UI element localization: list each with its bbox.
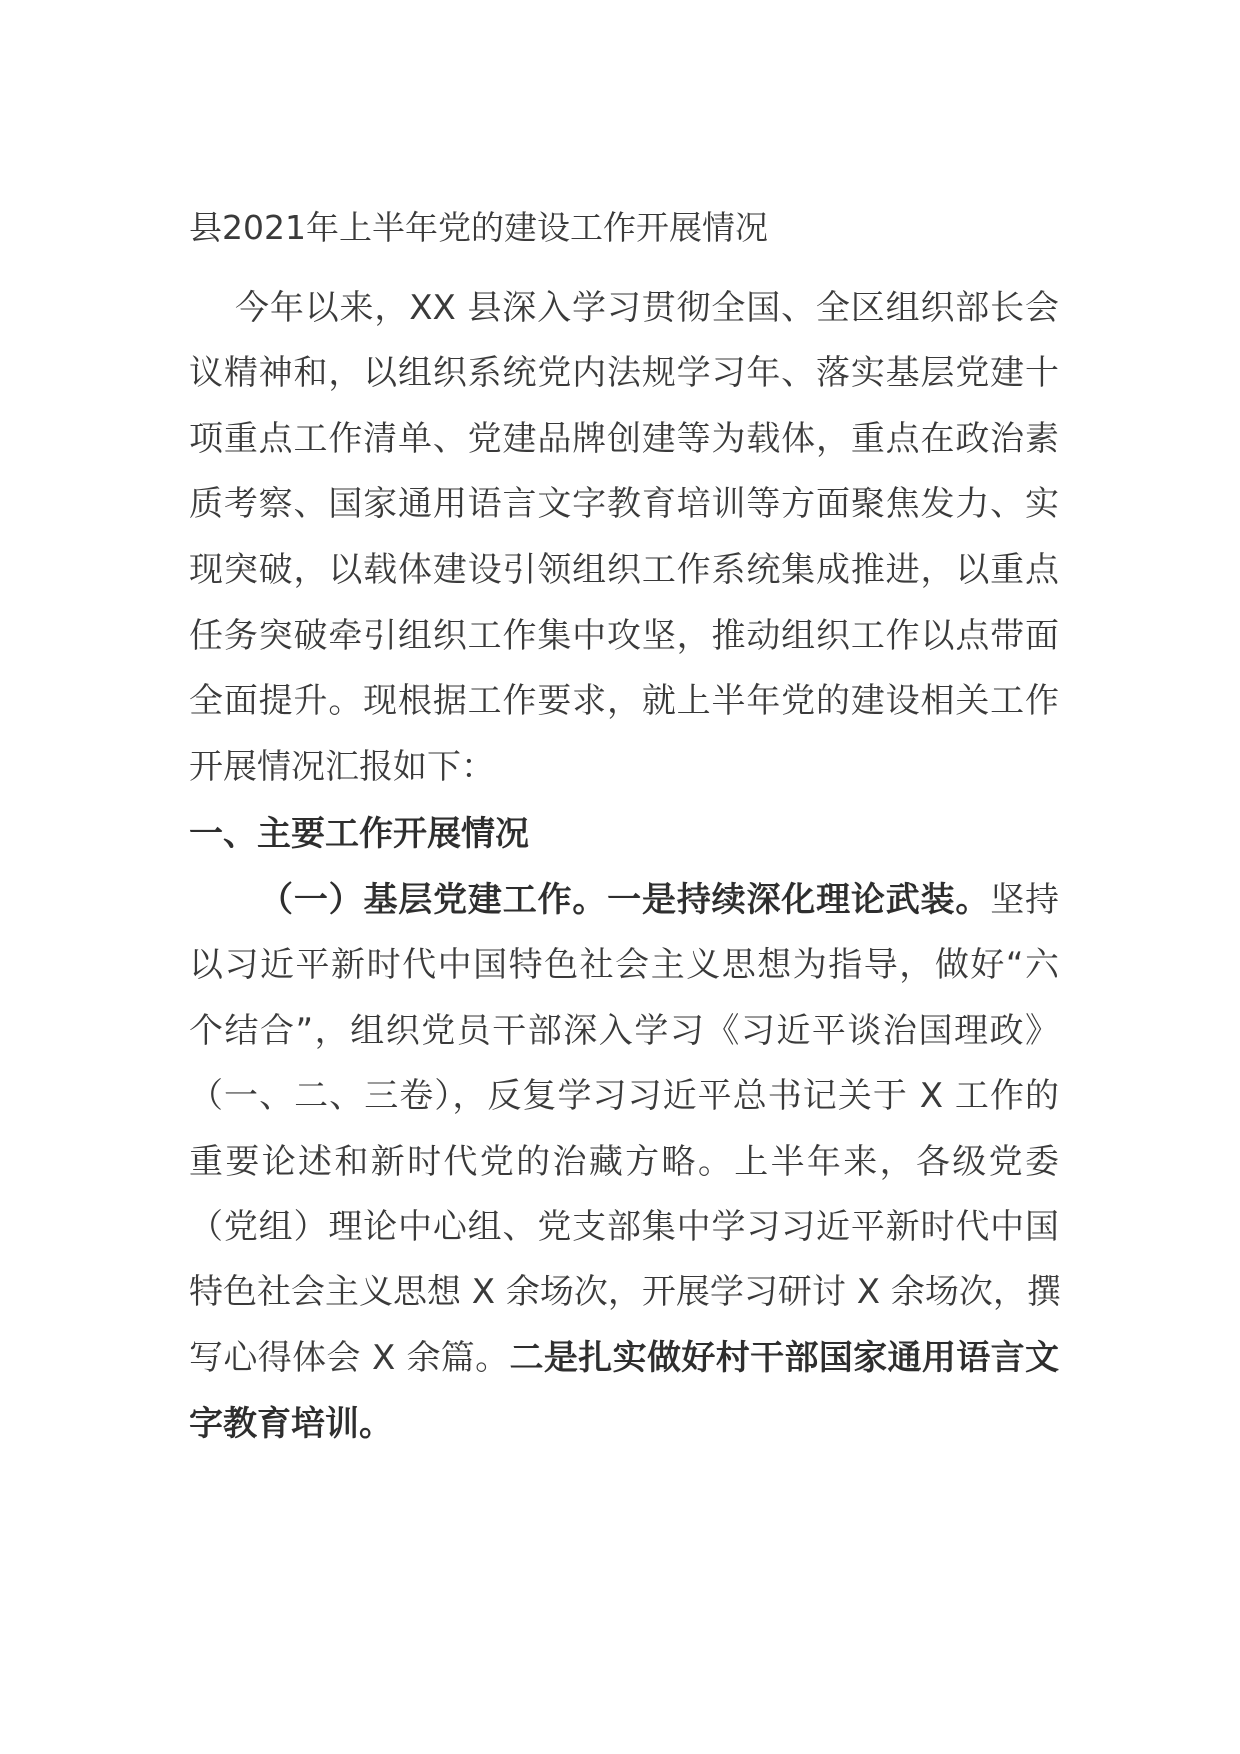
bold-text-run: 二是扎实做好村干部国家通用语言文 bbox=[509, 1338, 1059, 1378]
bold-text-run: （一）基层党建工作。一是持续深化理论武装。 bbox=[259, 880, 991, 920]
section-heading bbox=[189, 812, 1059, 856]
paragraph-line bbox=[189, 1270, 1059, 1314]
document-title: 县2021年上半年党的建设工作开展情况 bbox=[189, 208, 768, 247]
paragraph-line bbox=[189, 679, 1059, 723]
paragraph-line bbox=[189, 417, 1059, 461]
text-run: （党组）理论中心组、党支部集中学习习近平新时代中国 bbox=[189, 1207, 1059, 1247]
text-run: （一、二、三卷），反复学习习近平总书记关于 X 工作的 bbox=[189, 1076, 1059, 1116]
bold-text-run: 字教育培训。 bbox=[189, 1404, 393, 1444]
text-run: 个结合”，组织党员干部深入学习《习近平谈治国理政》 bbox=[189, 1011, 1059, 1051]
paragraph-line bbox=[189, 1140, 1059, 1184]
paragraph-line bbox=[259, 878, 1059, 922]
paragraph-line bbox=[189, 943, 1059, 987]
paragraph-line bbox=[189, 1336, 1059, 1380]
bold-text-run: 一、主要工作开展情况 bbox=[189, 814, 529, 854]
text-run: 全面提升。现根据工作要求，就上半年党的建设相关工作 bbox=[189, 681, 1059, 721]
text-run: 以习近平新时代中国特色社会主义思想为指导，做好“六 bbox=[189, 945, 1059, 985]
paragraph-line bbox=[189, 351, 1059, 395]
text-run: 项重点工作清单、党建品牌创建等为载体，重点在政治素 bbox=[189, 419, 1059, 459]
paragraph-line bbox=[189, 1402, 1059, 1446]
paragraph-line bbox=[189, 614, 1059, 658]
text-run: 现突破，以载体建设引领组织工作系统集成推进，以重点 bbox=[189, 550, 1059, 590]
paragraph-line bbox=[189, 1074, 1059, 1118]
text-run: 今年以来，XX 县深入学习贯彻全国、全区组织部长会 bbox=[235, 288, 1059, 328]
text-run: 任务突破牵引组织工作集中攻坚，推动组织工作以点带面 bbox=[189, 616, 1059, 656]
paragraph-line bbox=[189, 1205, 1059, 1249]
text-run: 议精神和，以组织系统党内法规学习年、落实基层党建十 bbox=[189, 353, 1059, 393]
paragraph-line bbox=[189, 482, 1059, 526]
paragraph-line bbox=[189, 548, 1059, 592]
text-run: 坚持 bbox=[990, 880, 1060, 920]
text-run: 特色社会主义思想 X 余场次，开展学习研讨 X 余场次，撰 bbox=[189, 1272, 1061, 1312]
text-run: 写心得体会 X 余篇。 bbox=[189, 1338, 510, 1378]
paragraph-line bbox=[189, 1009, 1059, 1053]
text-run: 重要论述和新时代党的治藏方略。上半年来，各级党委 bbox=[189, 1142, 1059, 1182]
paragraph-line bbox=[235, 286, 1059, 330]
text-run: 开展情况汇报如下： bbox=[189, 747, 495, 787]
paragraph-line bbox=[189, 745, 1059, 789]
text-run: 质考察、国家通用语言文字教育培训等方面聚焦发力、实 bbox=[189, 484, 1059, 524]
